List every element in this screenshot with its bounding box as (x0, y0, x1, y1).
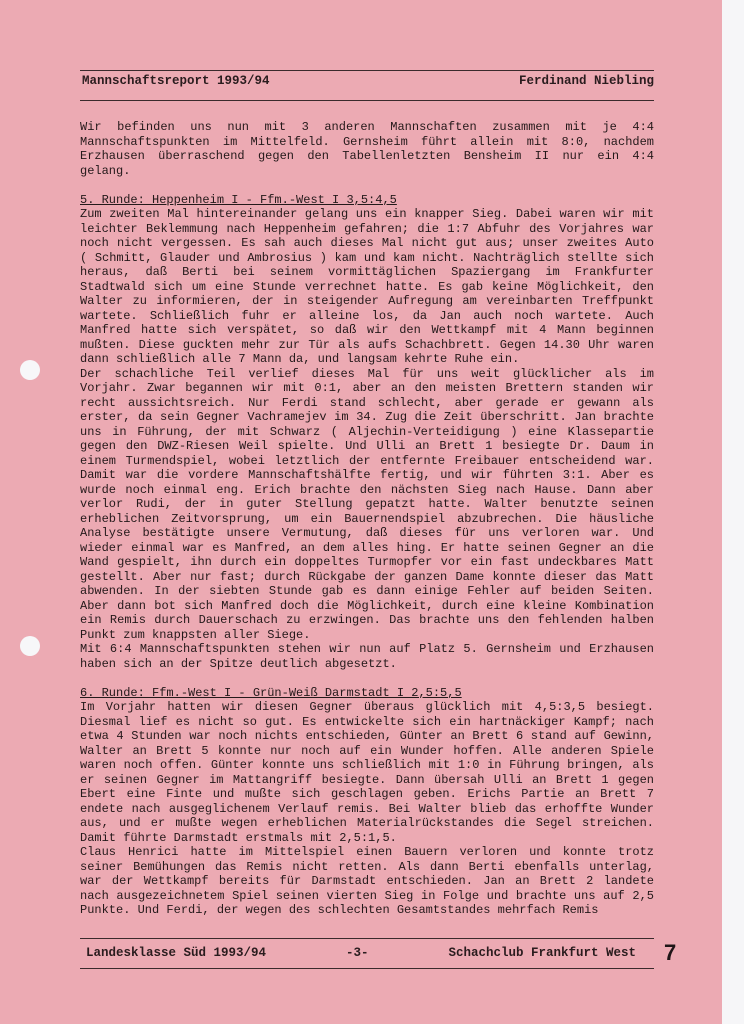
header-rule-bottom (80, 100, 654, 101)
round6-heading: 6. Runde: Ffm.-West I - Grün-Weiß Darmstadt I 2,5:5,5 (80, 685, 462, 700)
header-author: Ferdinand Niebling (518, 74, 654, 88)
round5-paragraph-1: Zum zweiten Mal hintereinander gelang uns ein knapper Sieg. Dabei waren wir mit leichter Beklemmung nach Heppenheim gefahren; die 1:7 Abfuhr des Vorjahres war noch nicht vergessen. Es sah auch dieses Mal nicht gut aus; unser zweites Auto ( Schmitt, Glauder und Ambrosius ) kam und kam nicht. Nachträglich stellte sich heraus, daß Berti bei seinem vormittäglichen Spaziergang im Frankfurter Stadtwald sich um eine Stunde verrechnet hatte. Es gab keine Möglichkeit, den Walter zu informieren, der in steigender Aufregung am vereinbarten Treffpunkt wartete. Schließlich fuhr er alleine los, da Jan auch noch wartete. Auch Manfred hatte sich verspätet, so daß wir den Wettkampf mit 4 Mann beginnen mußten. Diese guckten mehr zur Tür als aufs Schachbrett. Gegen 14.30 Uhr waren dann schließlich alle 7 Mann da, und langsam kehrte Ruhe ein. (80, 207, 654, 366)
footer-rule-bottom (80, 968, 654, 969)
round5-paragraph-3: Mit 6:4 Mannschaftspunkten stehen wir nun auf Platz 5. Gernsheim und Erzhausen haben sich an der Spitze deutlich abgesetzt. (80, 642, 654, 671)
footer-rule-top (80, 938, 654, 939)
intro-paragraph: Wir befinden uns nun mit 3 anderen Mannschaften zusammen mit je 4:4 Mannschaftspunkten im Mittelfeld. Gernsheim führt allein mit 8:0, nachdem Erzhausen überraschend gegen den Tabellenletzten Bensheim II nur ein 4:4 gelang. (80, 120, 654, 178)
footer-page-marker: -3- (345, 946, 369, 960)
round6-paragraph-2: Claus Henrici hatte im Mittelspiel einen Bauern verloren und konnte trotz seiner Bemühungen das Remis nicht retten. Als dann Berti ebenfalls unterlag, war der Wettkampf bereits für Darmstadt entschieden. Jan an Brett 2 landete nach ausgezeichnetem Spiel seinen vierten Sieg in Folge und brachte uns auf 2,5 Punkte. Und Ferdi, der wegen des schlechten Gesamtstandes mehrfach Remis (80, 845, 654, 917)
page-header (82, 74, 654, 88)
round5-heading: 5. Runde: Heppenheim I - Ffm.-West I 3,5:4,5 (80, 192, 397, 207)
report-body (80, 120, 654, 918)
page-number: 7 (664, 940, 677, 965)
scan-background (722, 0, 744, 1024)
punch-hole (20, 360, 40, 380)
footer-club: Schachclub Frankfurt West (448, 946, 636, 960)
punch-hole (20, 636, 40, 656)
round5-paragraph-2: Der schachliche Teil verlief dieses Mal für uns weit glücklicher als im Vorjahr. Zwar begannen wir mit 0:1, aber an den meisten Brettern standen wir recht aussichtsreich. Nur Ferdi stand schlecht, aber gerade er gewann als erster, da sein Gegner Vachramejev im 34. Zug die Zeit überschritt. Jan brachte uns in Führung, der mit Schwarz ( Aljechin-Verteidigung ) eine Klassepartie gegen den DWZ-Riesen Weil spielte. Und Ulli an Brett 1 besiegte Dr. Daum in einem Turmendspiel, wobei letztlich der entfernte Freibauer entscheidend war. Damit war die vordere Mannschaftshälfte fertig, und wir führten 3:1. Aber es wurde noch einmal eng. Erich brachte den nächsten Sieg nach Hause. Dann aber verlor Rudi, der in guter Stellung gepatzt hatte. Walter benutzte seinen erheblichen Zeitvorsprung, um ein Bauernendspiel abzubrechen. Die häusliche Analyse bestätigte unsere Vermutung, daß dieses für uns verloren war. Und wieder einmal war es Manfred, an dem alles hing. Er hatte seinen Gegner an die Wand gespielt, ihn durch ein doppeltes Turmopfer vor ein fast undeckbares Matt gestellt. Aber nur fast; durch Rückgabe der ganzen Dame konnte dieser das Matt abwenden. In der siebten Stunde gab es dann einige Fehler auf beiden Seiten. Aber dann bot sich Manfred doch die Möglichkeit, durch eine kleine Kombination ein Remis durch Dauerschach zu erzwingen. Das brachte uns den fehlenden halben Punkt zum knappsten aller Siege. (80, 366, 654, 642)
page-footer (86, 946, 636, 960)
round6-paragraph-1: Im Vorjahr hatten wir diesen Gegner überaus glücklich mit 4,5:3,5 besiegt. Diesmal lief es nicht so gut. Es entwickelte sich ein hartnäckiger Kampf; nach etwa 4 Stunden war noch nichts entschieden, Günter an Brett 6 stand auf Gewinn, Walter an Brett 5 konnte nur noch auf ein Wunder hoffen. Alle anderen Spiele waren noch offen. Günter konnte uns schließlich mit 1:0 in Führung bringen, als er seinen Gegner im Mattangriff besiegte. Dann übersah Ulli an Brett 1 gegen Ebert eine Finte und mußte sich geschlagen geben. Erichs Partie an Brett 7 endete nach ausgeglichenem Verlauf remis. Bei Walter blieb das erhoffte Wunder aus, und er mußte wegen erheblichen Materialrückstandes die Segel streichen. Damit führte Darmstadt erstmals mit 2,5:1,5. (80, 700, 654, 845)
header-title: Mannschaftsreport 1993/94 (82, 74, 270, 88)
footer-league: Landesklasse Süd 1993/94 (86, 946, 267, 960)
header-rule-top (80, 70, 654, 71)
